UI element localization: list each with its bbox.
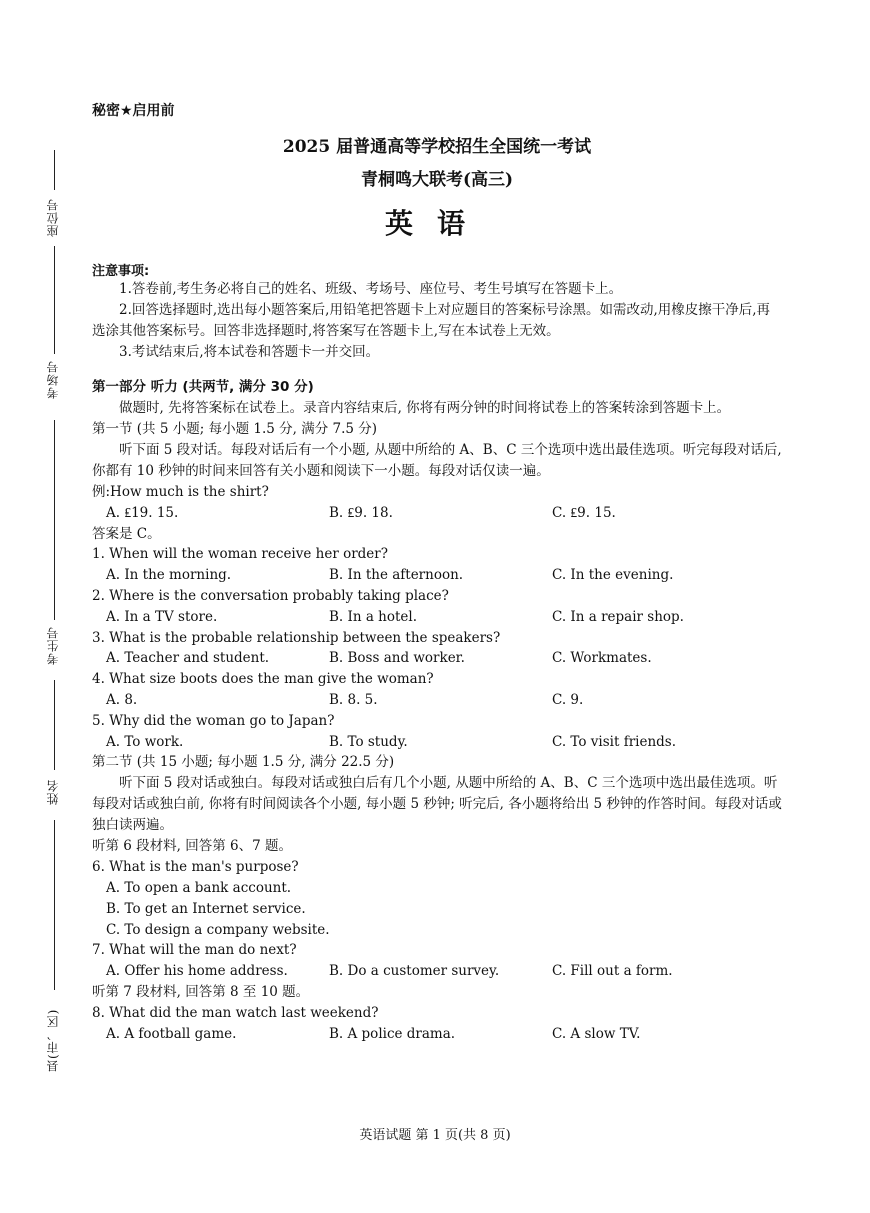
notice-item: 2.回答选择题时,选出每小题答案后,用铅笔把答题卡上对应题目的答案标号涂黑。如需改动,用橡皮擦干净后,再选涂其他答案标号。回答非选择题时,将答案写在答题卡上,写在本试卷上无效。 [92, 302, 771, 339]
option-a: A. A football game. [106, 1025, 237, 1042]
option-c: C. A slow TV. [552, 1025, 641, 1042]
option-b: B. A police drama. [329, 1025, 456, 1042]
question-2: 2. Where is the conversation probably taking place? [92, 587, 449, 604]
option-c: C. In a repair shop. [552, 608, 684, 625]
option-b: B. In the afternoon. [329, 567, 464, 584]
binding-sidebar [40, 150, 70, 1110]
option-a: A. In a TV store. [106, 608, 218, 625]
option-b: B. To get an Internet service. [106, 900, 306, 917]
question-options [92, 690, 782, 711]
option-b: B. To study. [329, 733, 408, 750]
page-footer: 英语试题 第 1 页(共 8 页) [359, 1128, 511, 1143]
option-a: A. In the morning. [106, 567, 232, 584]
exam-subtitle: 青桐鸣大联考(高三) [360, 170, 514, 190]
question-options [92, 1024, 782, 1045]
seat-number-label: 座位号 [46, 198, 60, 238]
option-c: C. ₤9. 15. [552, 504, 616, 521]
section2-heading: 第二节 (共 15 小题; 每小题 1.5 分, 满分 22.5 分) [92, 754, 395, 771]
option-a: A. Teacher and student. [106, 650, 270, 667]
part1-heading: 第一部分 听力 (共两节, 满分 30 分) [92, 379, 314, 395]
sidebar-line [54, 150, 55, 190]
question-6: 6. What is the man's purpose? [92, 859, 299, 876]
exam-content [92, 100, 782, 1044]
sidebar-line [54, 246, 55, 354]
option-c: C. 9. [552, 691, 584, 708]
sidebar-line [54, 420, 55, 620]
question-options [92, 961, 782, 982]
question-options [92, 648, 782, 669]
option-b: B. ₤9. 18. [329, 504, 393, 521]
sidebar-line [54, 820, 55, 990]
option-c: C. To visit friends. [552, 733, 677, 750]
option-c: C. Workmates. [552, 650, 652, 667]
question-5: 5. Why did the woman go to Japan? [92, 712, 335, 729]
option-c: C. Fill out a form. [552, 963, 673, 980]
option-c: C. In the evening. [552, 567, 674, 584]
example-question: 例:How much is the shirt? [92, 484, 269, 500]
confidential-mark: 秘密★启用前 [92, 103, 175, 119]
option-a: A. Offer his home address. [106, 963, 288, 980]
question-options [92, 607, 782, 628]
material-6-instruction: 听第 6 段材料, 回答第 6、7 题。 [92, 838, 293, 855]
notice-heading: 注意事项: [92, 264, 150, 279]
question-1: 1. When will the woman receive her order? [92, 546, 388, 563]
exam-room-label: 考场号 [46, 360, 60, 400]
name-label: 姓名 [46, 779, 60, 805]
question-7: 7. What will the man do next? [92, 942, 297, 959]
question-options [92, 565, 782, 586]
option-c: C. To design a company website. [106, 921, 330, 938]
notice-item: 1.答卷前,考生务必将自己的姓名、班级、考场号、座位号、考生号填写在答题卡上。 [119, 281, 623, 297]
option-b: B. 8. 5. [329, 691, 378, 708]
option-b: B. In a hotel. [329, 608, 418, 625]
section2-intro: 听下面 5 段对话或独白。每段对话或独白后有几个小题, 从题中所给的 A、B、C 三个选项中选出最佳选项。听每段对话或独白前, 你将有时间阅读各个小题, 每小题 5 秒钟; 听完后, 各小题将给出 5 秒钟的作答时间。每段对话或独白读两遍。 [92, 775, 782, 834]
question-8: 8. What did the man watch last weekend? [92, 1004, 379, 1021]
exam-title: 2025 届普通高等学校招生全国统一考试 [282, 137, 592, 157]
question-3: 3. What is the probable relationship between the speakers? [92, 629, 501, 646]
option-a: A. ₤19. 15. [106, 504, 179, 521]
sidebar-line [54, 680, 55, 770]
option-a: A. To work. [106, 733, 184, 750]
question-options [92, 732, 782, 753]
option-b: B. Do a customer survey. [329, 963, 500, 980]
example-options [92, 503, 782, 524]
option-b: B. Boss and worker. [329, 650, 465, 667]
option-a: A. 8. [106, 691, 138, 708]
material-7-instruction: 听第 7 段材料, 回答第 8 至 10 题。 [92, 983, 310, 1000]
section1-heading: 第一节 (共 5 小题; 每小题 1.5 分, 满分 7.5 分) [92, 421, 378, 437]
part1-intro: 做题时, 先将答案标在试卷上。录音内容结束后, 你将有两分钟的时间将试卷上的答案转涂到答题卡上。 [119, 400, 731, 416]
subject-title: 英语 [384, 207, 489, 240]
example-answer: 答案是 C。 [92, 525, 161, 542]
county-label: 县(市、区) [46, 1008, 60, 1072]
question-4: 4. What size boots does the man give the woman? [92, 671, 434, 688]
option-a: A. To open a bank account. [106, 879, 292, 896]
notice-item: 3.考试结束后,将本试卷和答题卡一并交回。 [119, 344, 380, 360]
candidate-number-label: 考生号 [46, 626, 60, 666]
section1-intro: 听下面 5 段对话。每段对话后有一个小题, 从题中所给的 A、B、C 三个选项中选出最佳选项。听完每段对话后, 你都有 10 秒钟的时间来回答有关小题和阅读下一小题。每段对话仅读一遍。 [92, 442, 782, 479]
